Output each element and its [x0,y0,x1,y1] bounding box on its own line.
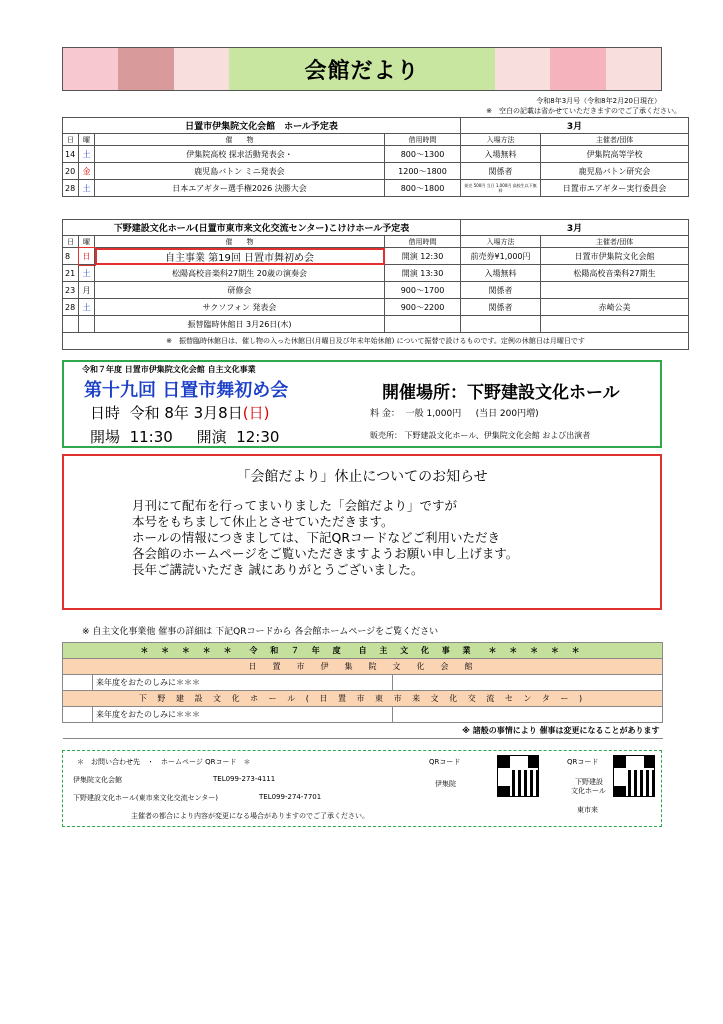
column-header: 主催者/団体 [541,236,689,248]
cell-day: 21 [63,265,79,282]
cell-dow: 日 [79,248,95,265]
cell-day: 28 [63,180,79,197]
notice-title: 「会館だより」休止についてのお知らせ [236,469,488,485]
cell-day: 23 [63,282,79,299]
qr2-sub: 東市来 [577,806,598,814]
qr2-name-1: 下野建設 [575,778,603,786]
table-row [63,299,689,316]
table-footnote: ※ 振替臨時休館日は、催し物の入った休館日(月曜日及び年末年始休館) について振替で設けるものです。定例の休館日は月曜日です [63,333,689,350]
event-times: 開場 11:30 開演 12:30 [90,428,280,446]
qr1-label: QRコード [429,758,461,766]
cell-time: 900〜1700 [385,282,461,299]
closed-row: 振替臨時休館日 3月26日(木) [95,316,385,333]
notice-line: ホールの情報につきましては、下記QRコードなどご利用いただき [132,530,501,545]
page-title: 会館だより [304,58,420,84]
column-header: 借用時間 [385,134,461,146]
cell-day: 14 [63,146,79,163]
column-header: 日 [63,134,79,146]
contact-tel2: TEL099-274-7701 [259,793,322,801]
cell-day: 8 [63,248,79,265]
jishu-hall1-text: 来年度をおたのしみに＊＊＊ [93,675,393,691]
cell-time: 900〜2200 [385,299,461,316]
cell-dow: 土 [79,146,95,163]
event-sales: 販売所： 下野建設文化ホール、伊集院文化会館 および出演者 [370,431,591,440]
table-row [63,265,689,282]
jishu-hall2: 下 野 建 設 文 化 ホ ー ル ( 日 置 市 東 市 来 文 化 交 流 セ ン タ ー ) [63,691,663,707]
cell-time: 800〜1300 [385,146,461,163]
cell-dow: 金 [79,163,95,180]
jishu-hall1: 日 置 市 伊 集 院 文 化 会 館 [63,659,663,675]
cell-org: 日置市エアギター実行委員会 [541,180,689,197]
cell-entry: 関係者 [461,282,541,299]
cell-org [541,282,689,299]
cell-day: 28 [63,299,79,316]
notice-line: 月刊にて配布を行ってまいりました「会館だより」ですが [132,498,458,513]
event-fee: 料 金： 一般 1,000円 (当日 200円増) [370,409,539,419]
cell-entry: 前売 500円 当日 1,000円 高校生以下無料 [461,180,541,197]
cell-event: 伊集院高校 探求活動発表会・ [95,146,385,163]
qr-code-ijuin-icon[interactable] [497,755,539,797]
table-month: 3月 [461,220,689,236]
jishu-table [62,642,663,739]
column-header: 借用時間 [385,236,461,248]
event-venue: 開催場所：下野建設文化ホール [382,383,620,403]
cell-org: 赤崎公美 [541,299,689,316]
cell-time: 開演 12:30 [385,248,461,265]
notice-line: 各会館のホームページをご覧いただきますようお願い申し上げます。 [132,546,519,561]
notice-body [132,498,518,578]
event-title: 第十九回 日置市舞初め会 [84,380,289,401]
notice-line: 本号をもちまして休止とさせていただきます。 [132,514,394,529]
table-row [63,163,689,180]
cell-org: 鹿児島バトン研究会 [541,163,689,180]
cell-event: 松陽高校音楽科27期生 20歳の演奏会 [95,265,385,282]
contact-box [62,750,662,827]
qr-code-shimono-icon[interactable] [613,755,655,797]
table-footnote-row [63,333,689,350]
cell-dow: 土 [79,299,95,316]
table-title: 日置市伊集院文化会館 ホール予定表 [63,118,461,134]
column-header: 催 物 [95,236,385,248]
table-row [63,316,689,333]
cell-dow: 土 [79,180,95,197]
notice-box [62,454,662,610]
table-row [63,248,689,265]
jishu-header: ＊ ＊ ＊ ＊ ＊ 令 和 ７ 年 度 自 主 文 化 事 業 ＊ ＊ ＊ ＊ ＊ [63,643,663,659]
qr2-name-2: 文化ホール [571,787,606,795]
cell-entry: 入場無料 [461,265,541,282]
column-header: 入場方法 [461,236,541,248]
schedule-table-shimono [62,219,689,350]
cell-event: 研修会 [95,282,385,299]
contact-heading: ＊ お問い合わせ先 ・ ホームページ QRコード ＊ [77,758,251,766]
cell-org: 日置市伊集院文化会館 [541,248,689,265]
cell-entry: 関係者 [461,299,541,316]
event-box [62,360,662,448]
issue-date: 令和8年3月号（令和8年2月20日現在） [536,97,661,105]
column-header: 主催者/団体 [541,134,689,146]
contact-org2: 下野建設文化ホール(東市来文化交流センター) [73,794,219,802]
cell-org: 伊集院高等学校 [541,146,689,163]
jishu-disclaimer: ※ 諸般の事情により 催事は変更になることがあります [63,723,663,739]
cell-dow: 土 [79,265,95,282]
table-title: 下野建設文化ホール(日置市東市来文化交流センター)こけけホール予定表 [63,220,461,236]
table-row [63,180,689,197]
event-kicker: 令和７年度 日置市伊集院文化会館 自主文化事業 [82,365,256,374]
qr2-label: QRコード [567,758,599,766]
column-header: 日 [63,236,79,248]
table-row [63,282,689,299]
cell-event: サクソフォン 発表会 [95,299,385,316]
contact-org1: 伊集院文化会館 [73,776,122,784]
contact-tel1: TEL099-273-4111 [213,775,276,783]
schedule-table-ijuin [62,117,689,197]
event-date: 日時 令和 8年 3月8日(日) [90,404,270,422]
cell-time: 1200〜1800 [385,163,461,180]
cell-time: 800〜1800 [385,180,461,197]
column-header: 催 物 [95,134,385,146]
cell-event: 自主事業 第19回 日置市舞初め会 [95,248,385,265]
qr1-name: 伊集院 [435,780,456,788]
contact-footnote: 主催者の都合により内容が変更になる場合がありますのでご了承ください。 [131,812,369,820]
cell-day: 20 [63,163,79,180]
cell-time: 開演 13:30 [385,265,461,282]
table-row [63,146,689,163]
cell-event: 日本エアギター選手権2026 決勝大会 [95,180,385,197]
cell-dow: 月 [79,282,95,299]
cell-entry: 前売券¥1,000円 [461,248,541,265]
cell-entry: 関係者 [461,163,541,180]
cell-entry: 入場無料 [461,146,541,163]
jishu-hall2-text: 来年度をおたのしみに＊＊＊ [93,707,393,723]
qr-note: ※ 自主文化事業他 催事の詳細は 下記QRコードから 各会館ホームページをご覧ください [82,627,439,637]
table-month: 3月 [461,118,689,134]
issue-note: ※ 空白の記載は省かせていただきますのでご了承ください。 [486,107,681,115]
cell-org: 松陽高校音楽科27期生 [541,265,689,282]
column-header: 曜 [79,236,95,248]
notice-line: 長年ご講読いただき 誠にありがとうございました。 [132,562,424,577]
title-banner [62,47,662,91]
column-header: 入場方法 [461,134,541,146]
cell-event: 鹿児島バトン ミニ発表会 [95,163,385,180]
column-header: 曜 [79,134,95,146]
